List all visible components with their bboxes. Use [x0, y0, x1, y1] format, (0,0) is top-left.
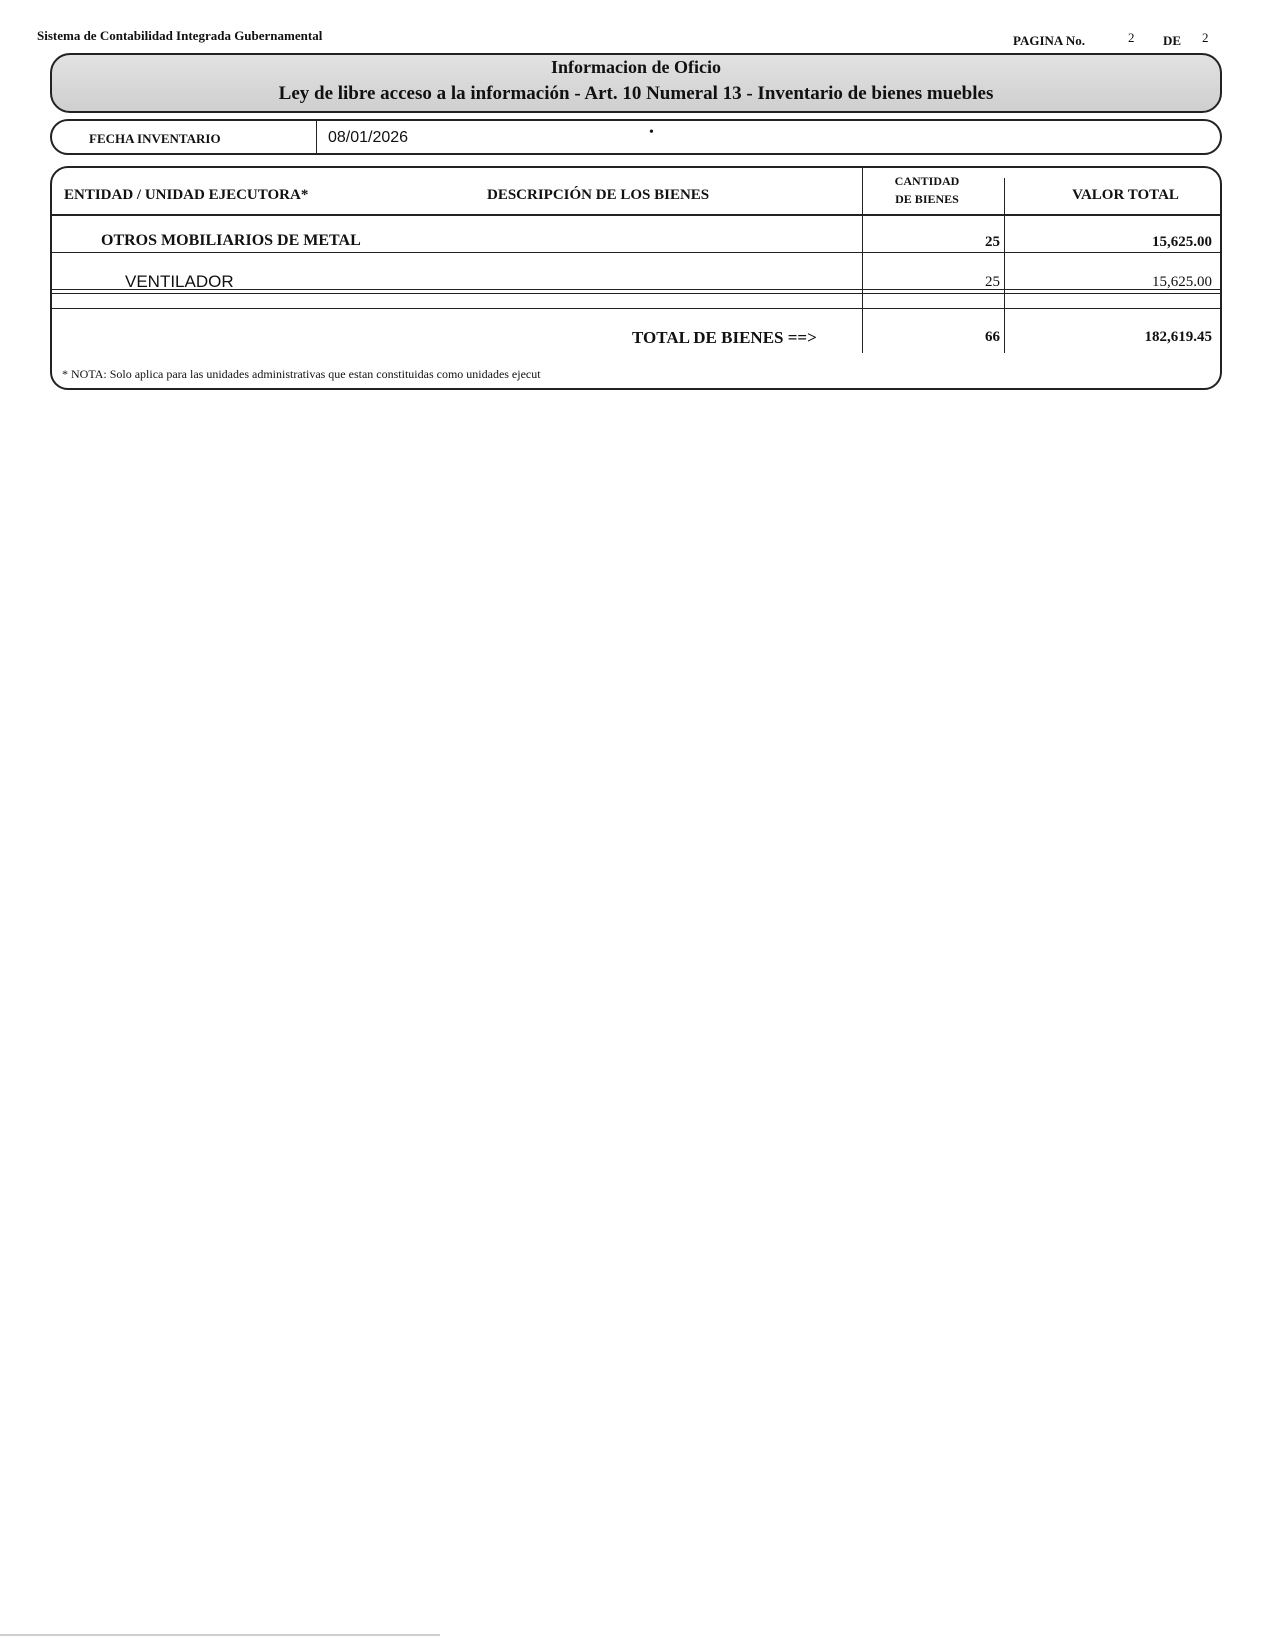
inventory-date-box	[50, 119, 1222, 155]
footnote: * NOTA: Solo aplica para las unidades administrativas que estan constituidas como unidades ejecut	[62, 367, 541, 381]
page-of-label: DE	[1163, 33, 1182, 48]
column-header-cantidad-line-2: DE BIENES	[895, 192, 959, 206]
row-rule-4	[52, 308, 1220, 309]
title-line-2: Ley de libre acceso a la información - Art. 10 Numeral 13 - Inventario de bienes muebles	[278, 83, 994, 104]
table-row-quantity: 25	[985, 274, 1000, 290]
page-number: 2	[1128, 30, 1135, 45]
table-row-name: VENTILADOR	[125, 272, 234, 291]
header-rule	[52, 214, 1220, 216]
column-header-entidad: ENTIDAD / UNIDAD EJECUTORA*	[64, 187, 309, 203]
inventory-table	[50, 166, 1222, 390]
title-line-1: Informacion de Oficio	[551, 57, 721, 77]
row-rule-3	[52, 293, 1220, 294]
system-name: Sistema de Contabilidad Integrada Gubernamental	[37, 28, 323, 43]
table-row-name: OTROS MOBILIARIOS DE METAL	[101, 232, 361, 249]
footer-line	[0, 1634, 440, 1636]
column-divider-value	[1004, 178, 1005, 353]
column-header-valor: VALOR TOTAL	[1072, 187, 1179, 203]
page-label: PAGINA No.	[1013, 33, 1085, 48]
total-label: TOTAL DE BIENES ==>	[632, 328, 817, 347]
table-row-quantity: 25	[985, 234, 1000, 250]
table-row-value: 15,625.00	[1152, 234, 1212, 250]
date-mark: •	[649, 125, 654, 140]
date-divider	[316, 121, 317, 153]
row-rule-1	[52, 252, 1220, 253]
inventory-date-label: FECHA INVENTARIO	[89, 131, 221, 146]
column-divider-qty	[862, 168, 863, 353]
title-box	[50, 53, 1222, 113]
total-quantity: 66	[985, 329, 1000, 345]
column-header-cantidad	[852, 172, 1002, 208]
page-total: 2	[1202, 30, 1209, 45]
total-value: 182,619.45	[1144, 329, 1212, 345]
table-row-value: 15,625.00	[1152, 274, 1212, 290]
column-header-descripcion: DESCRIPCIÓN DE LOS BIENES	[487, 187, 710, 203]
inventory-date-value: 08/01/2026	[328, 129, 409, 146]
column-header-cantidad-line-1: CANTIDAD	[894, 174, 960, 188]
